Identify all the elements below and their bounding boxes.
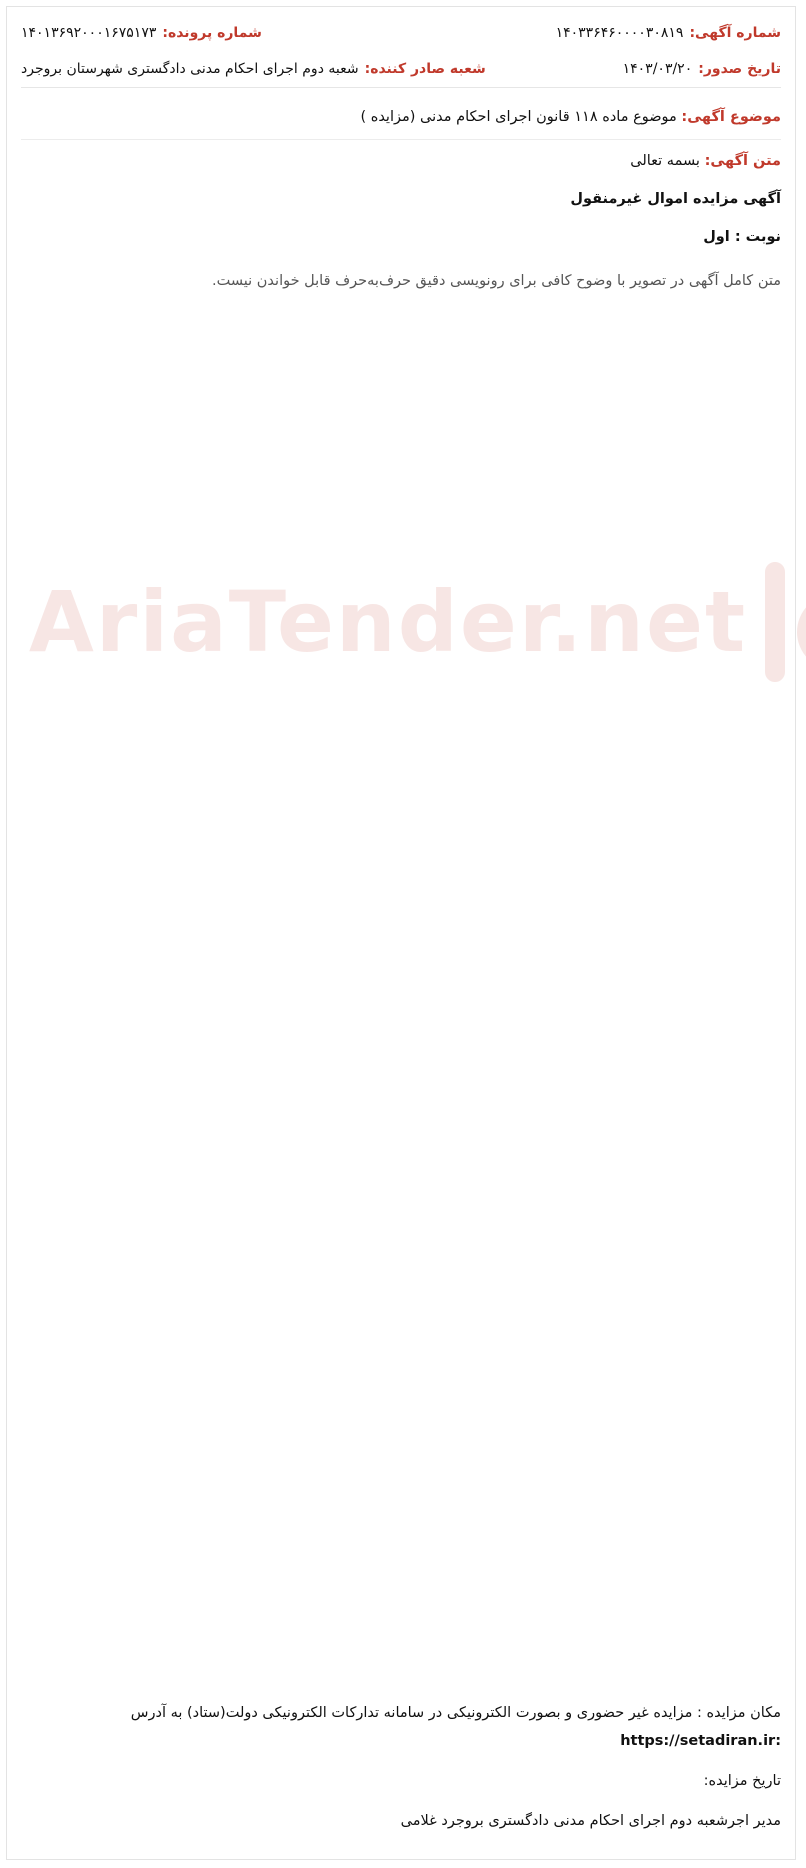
intro-line: متن آگهی: بسمه تعالی — [630, 153, 781, 169]
ad-number: شماره آگهی: ۱۴۰۳۳۶۴۶۰۰۰۰۳۰۸۱۹ — [555, 25, 781, 41]
watermark-logo-icon — [765, 562, 785, 682]
header-block — [21, 15, 781, 88]
case-number: شماره پرونده: ۱۴۰۱۳۶۹۲۰۰۰۱۶۷۵۱۷۳ — [21, 25, 262, 41]
header-row-2 — [21, 51, 781, 87]
place-url: https://setadiran.ir: — [620, 1733, 781, 1749]
header-row-1 — [21, 15, 781, 51]
notice-page — [6, 6, 796, 1860]
auction-date: تاریخ مزایده: — [703, 1773, 781, 1789]
round-label: نوبت : اول — [703, 229, 781, 245]
footer-signature: مدیر اجرشعبه دوم اجرای احکام مدنی دادگستری بروجرد غلامی — [400, 1813, 781, 1829]
place-line: مکان مزایده : مزایده غیر حضوری و بصورت الکترونیکی در سامانه تدارکات الکترونیکی دولت(ستاد) به آدرس — [130, 1705, 781, 1721]
watermark: AriaTender.net — [47, 547, 767, 697]
notice-title: آگهی مزایده اموال غیرمنقول — [570, 191, 781, 207]
subject-line: موضوع آگهی: موضوع ماده ۱۱۸ قانون اجرای احکام مدنی (مزایده ) — [360, 109, 781, 125]
illegible-note: متن کامل آگهی در تصویر با وضوح کافی برای رونویسی دقیق حرف‌به‌حرف قابل خواندن نیست. — [211, 273, 781, 289]
issuer: شعبه صادر کننده: شعبه دوم اجرای احکام مدنی دادگستری شهرستان بروجرد — [21, 61, 486, 77]
issue-date: تاریخ صدور: ۱۴۰۳/۰۳/۲۰ — [622, 61, 781, 77]
sep-1 — [21, 133, 781, 140]
